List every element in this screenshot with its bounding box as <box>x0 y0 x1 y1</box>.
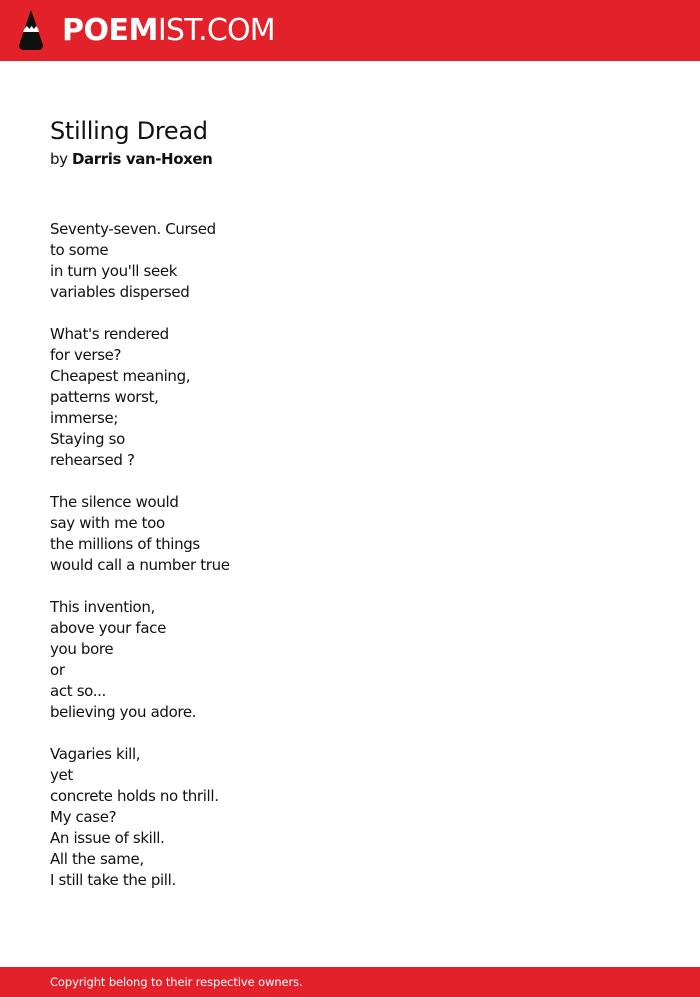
author-name: Darris van-Hoxen <box>71 150 213 168</box>
site-header <box>0 0 700 61</box>
brand-bold-text: POEM <box>62 13 158 48</box>
poem-body <box>50 219 650 891</box>
poem-title: Stilling Dread <box>50 117 208 145</box>
poem-line: to some <box>50 241 109 259</box>
poem-line: say with me too <box>50 514 165 532</box>
poem-line: rehearsed ? <box>50 451 135 469</box>
pencil-tip-icon[interactable] <box>17 9 45 51</box>
poem-line: I still take the pill. <box>50 871 176 889</box>
poem-line: for verse? <box>50 346 122 364</box>
poem-line: immerse; <box>50 409 119 427</box>
poem-line: Vagaries kill, <box>50 745 141 763</box>
poem-line: concrete holds no thrill. <box>50 787 219 805</box>
stanza-break <box>50 576 650 597</box>
poem-line: The silence would <box>50 493 179 511</box>
site-logo-text[interactable] <box>62 13 275 49</box>
poem-line: in turn you'll seek <box>50 262 178 280</box>
poem-line: What's rendered <box>50 325 169 343</box>
poem-line: or <box>50 661 65 679</box>
poem-line: believing you adore. <box>50 703 197 721</box>
site-footer <box>0 967 700 997</box>
stanza-break <box>50 303 650 324</box>
copyright-notice: Copyright belong to their respective owners. <box>50 975 303 989</box>
poem-line: Cheapest meaning, <box>50 367 191 385</box>
poem-line: you bore <box>50 640 114 658</box>
poem-line: Seventy-seven. Cursed <box>50 220 216 238</box>
byline <box>50 149 212 169</box>
poem-line: Staying so <box>50 430 125 448</box>
poem-line: variables dispersed <box>50 283 190 301</box>
poem-line: All the same, <box>50 850 144 868</box>
poem-line: would call a number true <box>50 556 230 574</box>
poem-line: An issue of skill. <box>50 829 165 847</box>
brand-light-text: IST.COM <box>157 13 275 48</box>
poem-line: yet <box>50 766 73 784</box>
poem-line: patterns worst, <box>50 388 159 406</box>
stanza-break <box>50 471 650 492</box>
poem-line: the millions of things <box>50 535 200 553</box>
poem-line: This invention, <box>50 598 155 616</box>
stanza-break <box>50 723 650 744</box>
poem-line: above your face <box>50 619 166 637</box>
poem-line: My case? <box>50 808 117 826</box>
byline-prefix: by <box>50 150 68 168</box>
poem-line: act so... <box>50 682 106 700</box>
